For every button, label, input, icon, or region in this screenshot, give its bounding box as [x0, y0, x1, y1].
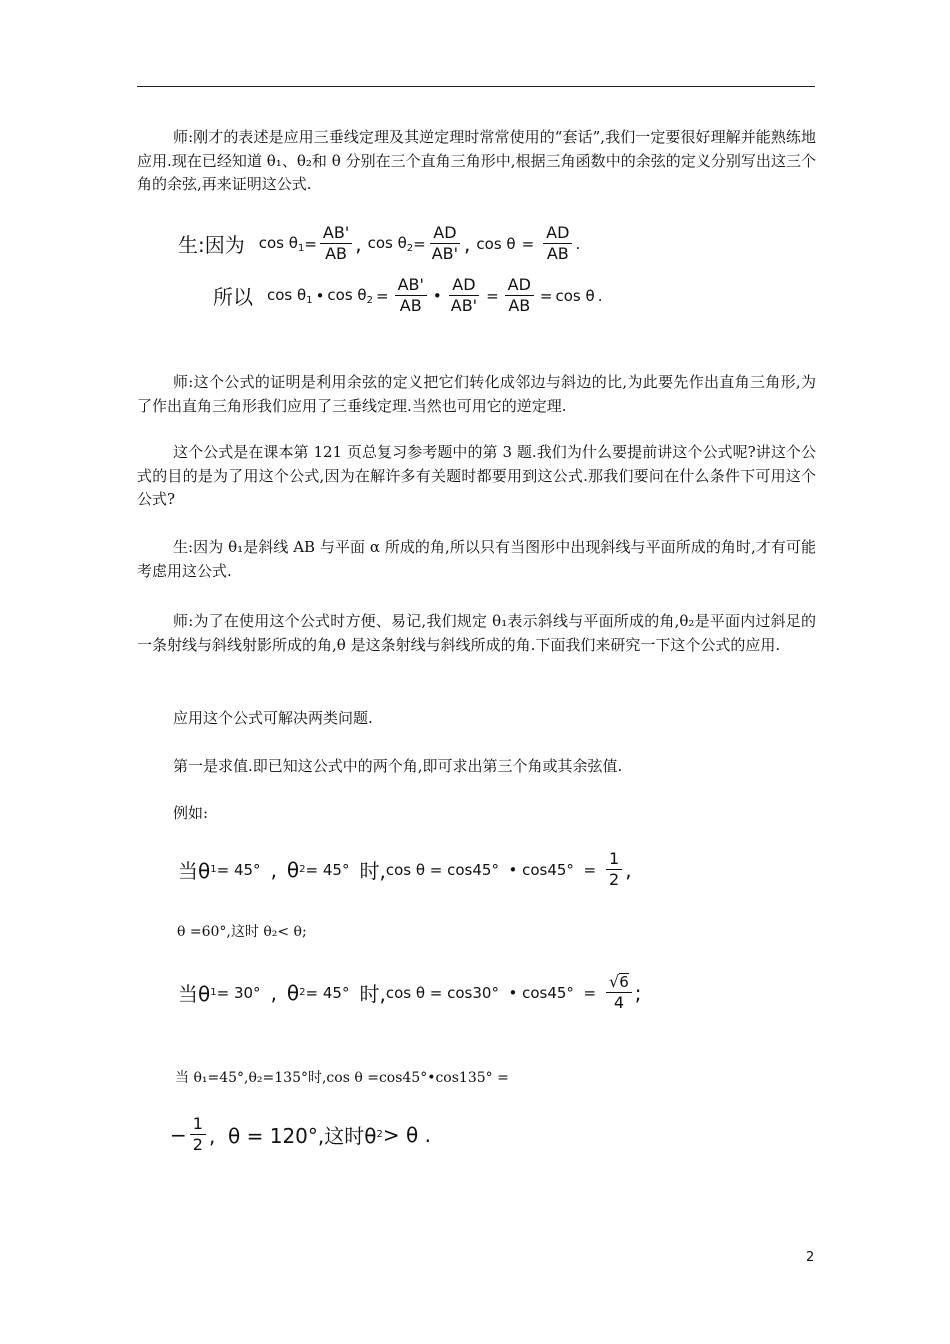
paragraph-7: 第一是求值.即已知这公式中的两个角,即可求出第三个角或其余弦值. [173, 757, 623, 775]
paragraph-3: 这个公式是在课本第 121 页总复习参考题中的第 3 题.我们为什么要提前讲这个公式呢?讲这个公式的目的是为了用这个公式,因为在解许多有关题时都要用到这公式.那我们要问在什么条件下可用这个公式? [137, 443, 816, 508]
fraction-ad-over-ab-prime: $\frac{AD}{AB'}$ [431, 223, 459, 263]
example-3-result: − $\frac{1}{2}$ , θ = 120°,这时θ 2 > θ . [170, 1114, 431, 1154]
paragraph-5: 师:为了在使用这个公式时方便、易记,我们规定 θ₁表示斜线与平面所成的角,θ₂是平面内过斜足的一条射线与斜线射影所成的角,θ 是这条射线与斜线所成的角.下面我们来研究一下这个公式的应用. [137, 612, 816, 654]
header-rule [137, 86, 815, 87]
example-1-result: θ =60°,这时 θ₂< θ; [177, 924, 307, 940]
example-3: 当 θ₁=45°,θ₂=135°时,cos θ =cos45°•cos135° = [175, 1070, 509, 1086]
equation-product-proof: 所以 $\cos \theta_1$ • $\cos \theta_2$ = $\frac{AB'}{AB}$ • $\frac{AD}{AB'}$ = $\frac{AD}{AB}$ = cos θ . [213, 275, 603, 315]
paragraph-4: 生:因为 θ₁是斜线 AB 与平面 α 所成的角,所以只有当图形中出现斜线与平面所成的角时,才有可能考虑用这公式. [137, 538, 816, 580]
eq1-cos2: $\cos \theta_2$ [367, 233, 414, 254]
fraction-one-half: $\frac{1}{2}$ [606, 850, 622, 889]
paragraph-2: 师:这个公式的证明是利用余弦的定义把它们转化成邻边与斜边的比,为此要先作出直角三角形,为了作出直角三角形我们应用了三垂线定理.当然也可用它的逆定理. [137, 373, 816, 415]
page-number: 2 [806, 1250, 815, 1265]
eq1-cos1: $\cos \theta_1$ [258, 233, 305, 254]
equation-cos-definitions: 生:因为 $\cos \theta_1$ = $\frac{AB'}{AB}$ , $\cos \theta_2$ = $\frac{AD}{AB'}$ , cos θ = $\frac{AD}{AB}$ . [178, 223, 581, 263]
paragraph-6: 应用这个公式可解决两类问题. [173, 709, 373, 727]
paragraph-8: 例如: [173, 804, 209, 822]
fraction-sqrt6-over-4: √ 6 4 [606, 973, 632, 1012]
example-1: 当θ 1 = 45° , θ 2 = 45° 时, cos θ = cos45° • cos45° = $\frac{1}{2}$ , [178, 849, 632, 889]
example-2: 当θ 1 = 30° , θ 2 = 45° 时, cos θ = cos30° • cos45° = √ 6 4 ; [178, 972, 642, 1012]
paragraph-1: 师:刚才的表述是应用三垂线定理及其逆定理时常常使用的“套话”,我们一定要很好理解并能熟练地应用.现在已经知道 θ₁、θ₂和 θ 分别在三个直角三角形中,根据三角函数中的余弦的定义分别写出这三个角的余弦,再来证明这公式. [137, 128, 816, 193]
fraction-ad-over-ab: $\frac{AD}{AB}$ [543, 224, 572, 263]
eq1-lead: 生:因为 [178, 233, 245, 257]
fraction-ab-prime-over-ab: $\frac{AB'}{AB}$ [320, 224, 352, 263]
fraction-negative-half: $\frac{1}{2}$ [190, 1115, 206, 1154]
